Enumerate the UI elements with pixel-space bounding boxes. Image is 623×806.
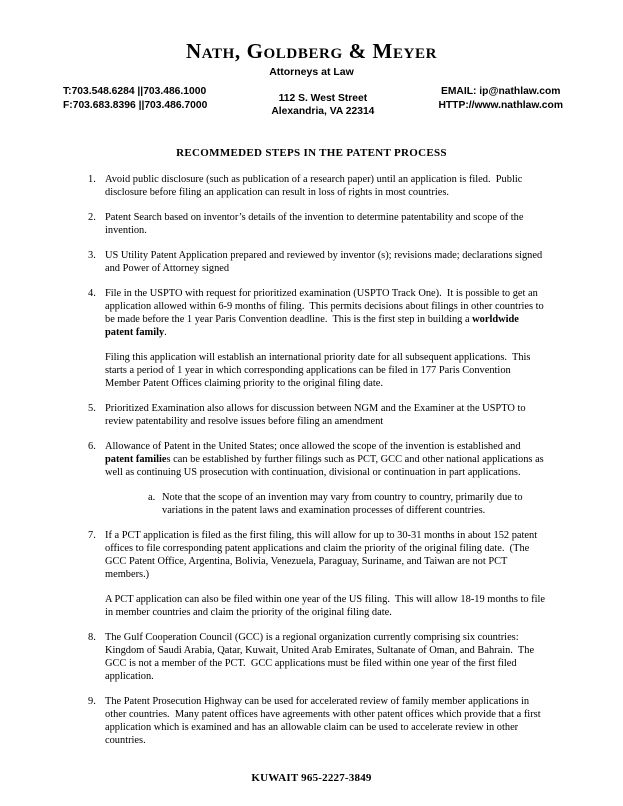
list-item — [88, 440, 548, 491]
list-item-number: 4. — [88, 288, 96, 299]
firm-tagline: Attorneys at Law — [269, 66, 354, 78]
list-item-number: 6. — [88, 441, 96, 452]
firm-name: Nath, Goldberg & Meyer — [185, 39, 438, 63]
list-item-content — [105, 249, 548, 287]
sub-list-item — [88, 491, 548, 529]
paragraph: Avoid public disclosure (such as publication of a research paper) until an application is filed. Public disclosure before filing an application can result in loss of rights in most countries. — [105, 174, 525, 198]
paragraph: If a PCT application is filed as the first filing, this will allow for up to 30-31 months in about 152 patent offices to file corresponding patent applications and claim the priority of the original filing date. (The GCC Patent Office, Argentina, Bolivia, Venezuela, Paraguay, Suriname, and Taiwan are not PCT members.) — [105, 530, 540, 580]
paragraph: Allowance of Patent in the United States; once allowed the scope of the invention is established and patent families can be established by further filings such as PCT, GCC and other national applications as well as continuing US prosecution with continuation, divisional or continuation in part applications. — [105, 441, 547, 478]
address-block — [271, 92, 374, 118]
list-item-content — [105, 402, 548, 440]
paragraph: A PCT application can also be filed within one year of the US filing. This will allow 18-19 months to file in member countries and claim the priority of the original filing date. — [105, 594, 548, 618]
list-item — [88, 402, 548, 440]
list-item — [88, 695, 548, 759]
list-item-number: 7. — [88, 530, 96, 541]
contact-row — [0, 85, 623, 118]
list-item-number: a. — [148, 492, 156, 503]
paragraph: Prioritized Examination also allows for discussion between NGM and the Examiner at the USPTO to review patentability and resolve issues before filing an amendment — [105, 403, 529, 427]
list-item-number: 3. — [88, 250, 96, 261]
paragraph: Patent Search based on inventor’s details of the invention to determine patentability and scope of the invention. — [105, 212, 527, 236]
address-city: Alexandria, VA 22314 — [271, 106, 375, 117]
list-item-content — [105, 631, 548, 695]
website-line: HTTP://www.nathlaw.com — [438, 100, 563, 111]
footer-kuwait-line: KUWAIT 965-2227-3849 — [251, 772, 372, 784]
list-item-content — [162, 491, 548, 529]
paragraph: The Patent Prosecution Highway can be used for accelerated review of family member applications in other countries. Many patent offices have agreements with other patent offices which provide that a first application which is examined and has an allowable claim can be used to accelerate review in other countries. — [105, 696, 544, 746]
email-line: EMAIL: ip@nathlaw.com — [440, 86, 561, 97]
phone-line-1: T:703.548.6284 ||703.486.1000 — [63, 86, 207, 97]
paragraph: Note that the scope of an invention may vary from country to country, primarily due to variations in the patent laws and examination processes of different countries. — [162, 492, 526, 516]
document-body — [0, 147, 623, 784]
list-item-content — [105, 287, 548, 402]
list-item-number: 2. — [88, 212, 96, 223]
web-block — [438, 85, 563, 113]
list-item-content — [105, 211, 548, 249]
list-item-content — [105, 173, 548, 211]
list-item — [88, 529, 548, 631]
address-street: 112 S. West Street — [278, 93, 368, 104]
list-item-number: 9. — [88, 696, 96, 707]
paragraph: The Gulf Cooperation Council (GCC) is a regional organization currently comprising six countries: Kingdom of Saudi Arabia, Qatar, Kuwait, United Arab Emirates, Sultanate of Oman, and Bahrain. The GCC is not a member of the PCT. GCC applications must be filed within one year of the first filed application. — [105, 632, 537, 682]
list-item — [88, 249, 548, 287]
paragraph: File in the USPTO with request for prioritized examination (USPTO Track One). It is possible to get an application allowed within 6-9 months of filing. This permits decisions about filings in other countries to be made before the 1 year Paris Convention deadline. This is the first step in building a worldwide patent family. — [105, 288, 547, 338]
letterhead — [0, 41, 623, 118]
list-item — [88, 631, 548, 695]
list-item-content — [105, 440, 548, 491]
paragraph: Filing this application will establish an international priority date for all subsequent applications. This starts a period of 1 year in which corresponding applications can be filed in 177 Paris Convention Member Patent Offices claiming priority to the original filing date. — [105, 352, 534, 389]
steps-list — [88, 173, 548, 759]
list-item-content — [105, 529, 548, 631]
list-item — [88, 173, 548, 211]
list-item-number: 8. — [88, 632, 96, 643]
paragraph: US Utility Patent Application prepared and reviewed by inventor (s); revisions made; declarations signed and Power of Attorney signed — [105, 250, 545, 274]
document-title: RECOMMEDED STEPS IN THE PATENT PROCESS — [176, 147, 447, 159]
list-item — [88, 211, 548, 249]
phone-line-2: F:703.683.8396 ||703.486.7000 — [63, 100, 208, 111]
list-item-number: 5. — [88, 403, 96, 414]
list-item-number: 1. — [88, 174, 96, 185]
list-item — [88, 287, 548, 402]
list-item-content — [105, 695, 548, 759]
phone-block — [63, 85, 207, 113]
